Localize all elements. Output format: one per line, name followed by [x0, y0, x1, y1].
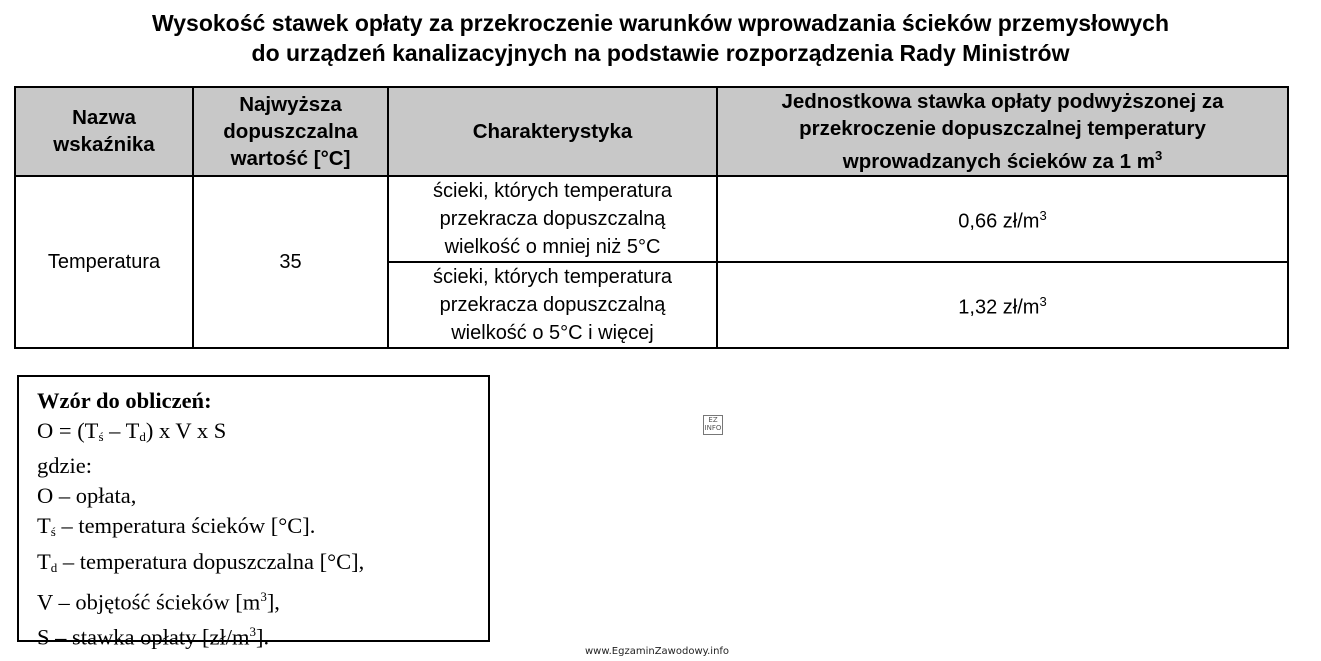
- max-value-cell: 35: [193, 176, 388, 348]
- definition-s: S – stawka opłaty $[zł/m^3]$.: [37, 624, 270, 650]
- watermark-url: www.EgzaminZawodowy.info: [585, 646, 730, 657]
- indicator-cell: Temperatura: [15, 176, 193, 348]
- rate-cell: 0,66 $zł/m^3$: [717, 176, 1288, 262]
- formula-expression: $O = (T_ś - T_d)$ x V x S: [37, 417, 227, 444]
- characteristic-cell: ścieki, których temperatura przekracza dopuszczalną wielkość o 5°C i więcej: [388, 262, 717, 348]
- table-header-row: [15, 87, 1288, 176]
- title-line-1: Wysokość stawek opłaty za przekroczenie warunków wprowadzania ścieków przemysłowych: [151, 10, 1170, 36]
- header-indicator-name: Nazwa wskaźnika: [15, 87, 193, 176]
- definition-td: $T_d$ – temperatura dopuszczalna [°C],: [37, 548, 365, 575]
- formula-box: [17, 375, 490, 650]
- site-logo-icon: EZ INFO: [703, 415, 723, 435]
- header-unit-rate: Jednostkowa stawka opłaty podwyższonej za przekroczenie dopuszczalnej temperatury wprowadzanych ścieków za 1 $m^3$: [717, 87, 1288, 176]
- table-row: [15, 176, 1288, 262]
- formula-heading: Wzór do obliczeń:: [37, 388, 212, 413]
- header-characteristic: Charakterystyka: [388, 87, 717, 176]
- formula-where: gdzie:: [37, 453, 92, 479]
- definition-ts: $T_ś$ – temperatura ścieków [°C].: [37, 512, 316, 539]
- rate-cell: 1,32 $zł/m^3$: [717, 262, 1288, 348]
- rates-table: [14, 86, 1289, 349]
- definition-v: V – objętość ścieków $[m^3]$,: [37, 589, 280, 615]
- title-line-2: do urządzeń kanalizacyjnych na podstawie rozporządzenia Rady Ministrów: [251, 40, 1070, 66]
- page-title: [0, 8, 1321, 68]
- characteristic-cell: ścieki, których temperatura przekracza dopuszczalną wielkość o mniej niż 5°C: [388, 176, 717, 262]
- definition-o: O – opłata,: [37, 483, 137, 509]
- header-max-value: Najwyższa dopuszczalna wartość [°C]: [193, 87, 388, 176]
